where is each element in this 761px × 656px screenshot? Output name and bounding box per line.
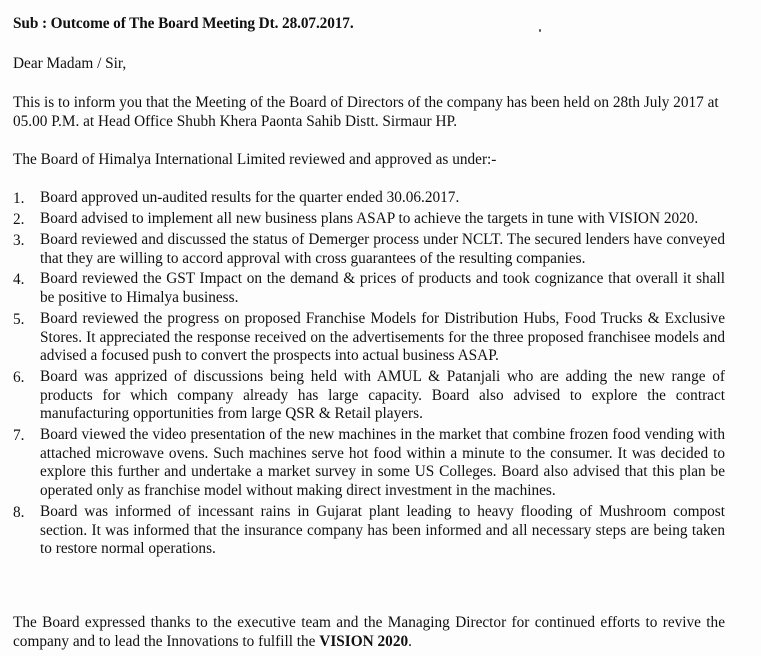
item-text: Board reviewed the GST Impact on the demand & prices of products and took cognizance that overall it shall be positive to Himalya business. — [40, 270, 725, 307]
closing-text: The Board expressed thanks to the executive team and the Managing Director for continued efforts to revive the company and to lead the Innovations to fulfill the — [13, 614, 725, 650]
item-number: 8. — [13, 503, 25, 521]
list-item — [13, 231, 725, 268]
closing-paragraph — [13, 613, 725, 651]
item-number: 5. — [13, 310, 25, 328]
item-text: Board approved un-audited results for the quarter ended 30.06.2017. — [40, 189, 460, 206]
subject-line: Sub : Outcome of The Board Meeting Dt. 28.07.2017. — [13, 15, 354, 32]
list-item — [13, 426, 725, 501]
list-item — [13, 210, 725, 229]
list-item — [13, 270, 725, 307]
closing-period: . — [408, 633, 412, 650]
lead-paragraph: The Board of Himalya International Limited reviewed and approved as under:- — [13, 151, 497, 168]
item-number: 6. — [13, 368, 25, 386]
item-text: Board viewed the video presentation of the new machines in the market that combine frozen food vending with attached microwave ovens. Such machines serve hot food within a minute to the consumer. It was decided to explore this further and undertake a market survey in some US Colleges. Board also advised that this plan be operated only as franchise model without making direct investment in the machines. — [40, 426, 725, 500]
item-number: 3. — [13, 232, 25, 249]
item-text: Board reviewed and discussed the status of Demerger process under NCLT. The secured lenders have conveyed that they are willing to accord approval with cross guarantees of the resulting companies. — [40, 231, 725, 267]
item-text: Board was informed of incessant rains in Gujarat plant leading to heavy flooding of Mushroom compost section. It was informed that the insurance company has been informed and all necessary steps are being taken to restore normal operations. — [40, 502, 725, 558]
intro-paragraph: This is to inform you that the Meeting of the Board of Directors of the company has been held on 28th July 2017 at 05.00 P.M. at Head Office Shubh Khera Paonta Sahib Distt. Sirmaur HP. — [13, 94, 719, 130]
item-number: 4. — [13, 271, 25, 289]
vision-emphasis: VISION 2020 — [319, 633, 409, 650]
list-item — [13, 368, 725, 424]
item-number: 1. — [13, 190, 25, 207]
item-text: Board advised to implement all new business plans ASAP to achieve the targets in tune with VISION 2020. — [40, 210, 699, 227]
list-item — [13, 189, 725, 208]
list-item — [13, 310, 725, 366]
resolution-list — [13, 189, 725, 561]
item-number: 7. — [13, 427, 25, 445]
item-number: 2. — [13, 211, 25, 228]
item-text: Board was apprized of discussions being held with AMUL & Patanjali who are adding the new range of products for which company already has large capacity. Board also advised to explore the contract manufacturing opportunities from large QSR & Retail players. — [40, 367, 725, 423]
item-text: Board reviewed the progress on proposed Franchise Models for Distribution Hubs, Food Trucks & Exclusive Stores. It appreciated the response received on the advertisements for the three proposed franchisee models and advised a focused push to convert the prospects into actual business ASAP. — [40, 309, 725, 365]
list-item — [13, 503, 725, 559]
salutation: Dear Madam / Sir, — [13, 55, 127, 72]
scan-speck — [539, 29, 541, 32]
